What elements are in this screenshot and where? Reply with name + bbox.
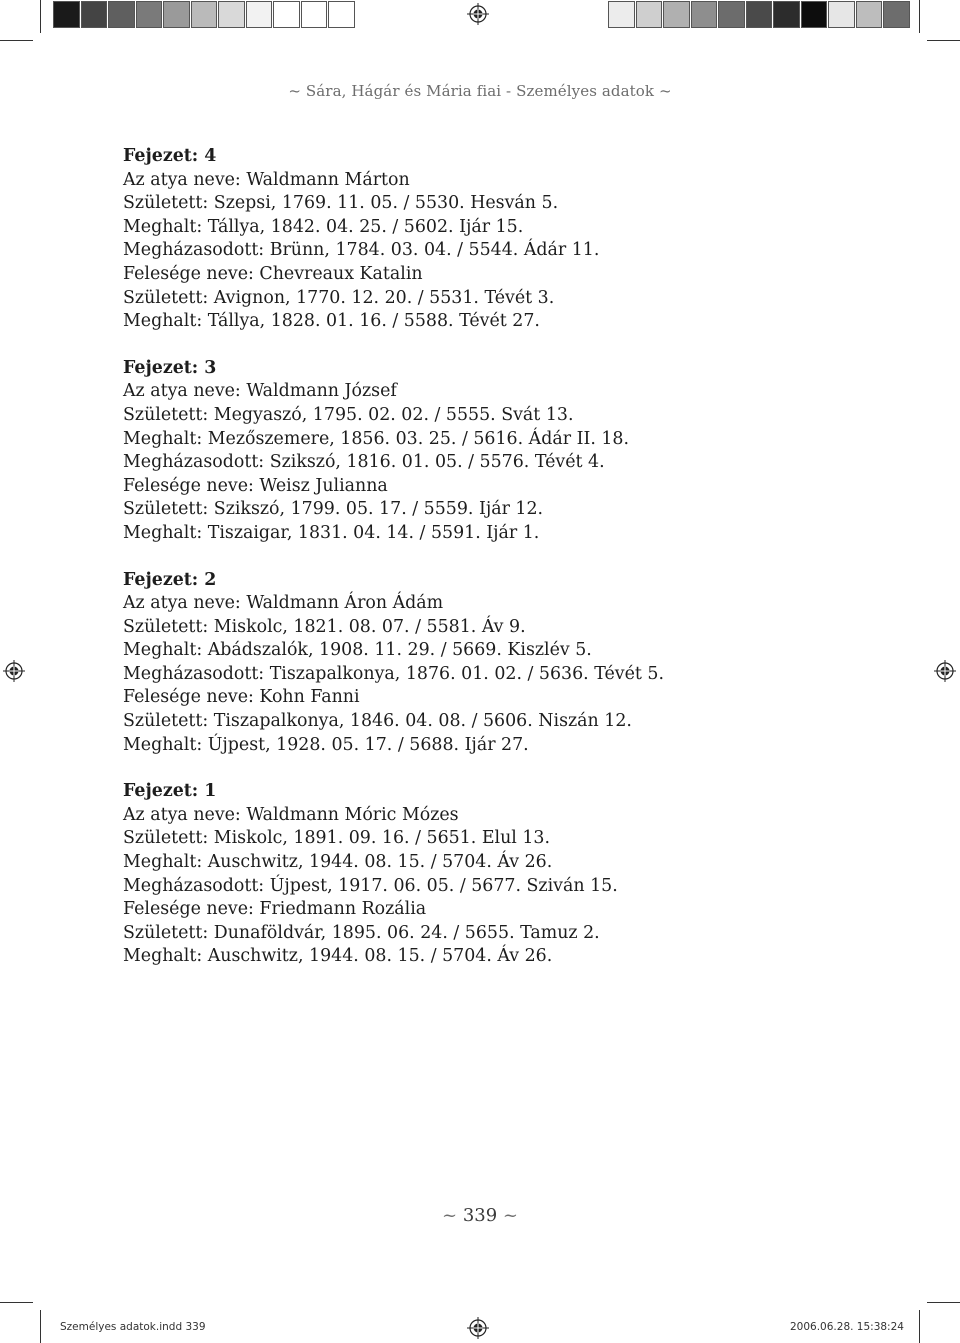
color-swatch [663, 1, 690, 28]
slug-timestamp: 2006.06.28. 15:38:24 [790, 1321, 904, 1333]
record-line: Az atya neve: Waldmann Márton [123, 169, 410, 190]
record-line: Született: Dunaföldvár, 1895. 06. 24. / 5655. Tamuz 2. [123, 922, 600, 943]
page-number-value: 339 [462, 1205, 498, 1226]
registration-mark-right-icon [934, 660, 956, 682]
record-line: Felesége neve: Chevreaux Katalin [123, 263, 423, 284]
color-swatch [163, 1, 190, 28]
record-line: Megházasodott: Újpest, 1917. 06. 05. / 5677. Sziván 15. [123, 875, 618, 896]
running-header [0, 82, 960, 100]
record-line: Meghalt: Tállya, 1842. 04. 25. / 5602. Ijár 15. [123, 216, 524, 237]
chapter-title: Fejezet: 1 [123, 781, 217, 802]
slug-file-info: Személyes adatok.indd 339 [60, 1321, 206, 1333]
record-line: Született: Miskolc, 1891. 09. 16. / 5651. Elul 13. [123, 828, 551, 849]
color-swatch [608, 1, 635, 28]
record-line: Felesége neve: Weisz Julianna [123, 475, 388, 496]
record-line: Meghalt: Mezőszemere, 1856. 03. 25. / 5616. Ádár II. 18. [123, 428, 630, 449]
record-line: Megházasodott: Brünn, 1784. 03. 04. / 5544. Ádár 11. [123, 240, 600, 261]
record-line: Született: Avignon, 1770. 12. 20. / 5531. Tévét 3. [123, 287, 555, 308]
crop-mark-top-right-h [927, 40, 960, 41]
crop-mark-top-left-v [40, 0, 41, 33]
chapter-section [123, 569, 763, 758]
chapter-title: Fejezet: 2 [123, 569, 217, 590]
record-line: Született: Tiszapalkonya, 1846. 04. 08. / 5606. Niszán 12. [123, 711, 632, 732]
record-line: Meghalt: Tiszaigar, 1831. 04. 14. / 5591. Ijár 1. [123, 522, 540, 543]
color-bar-right [608, 1, 911, 28]
record-line: Az atya neve: Waldmann Áron Ádám [123, 593, 444, 614]
color-swatch [136, 1, 163, 28]
record-line: Született: Megyaszó, 1795. 02. 02. / 5555. Svát 13. [123, 404, 574, 425]
color-swatch [828, 1, 855, 28]
color-swatch [273, 1, 300, 28]
color-swatch [108, 1, 135, 28]
page-number [0, 1205, 960, 1226]
chapter-section [123, 145, 763, 334]
color-swatch [81, 1, 108, 28]
record-line: Az atya neve: Waldmann Móric Mózes [123, 804, 459, 825]
color-swatch [801, 1, 828, 28]
chapter-section [123, 357, 763, 546]
crop-mark-bottom-right-h [927, 1302, 960, 1303]
crop-mark-top-right-v [919, 0, 920, 33]
record-line: Született: Szikszó, 1799. 05. 17. / 5559. Ijár 12. [123, 499, 544, 520]
running-header-title: Sára, Hágár és Mária fiai - Személyes adatok [305, 82, 655, 100]
color-swatch [773, 1, 800, 28]
crop-mark-top-left-h [0, 40, 33, 41]
color-swatch [883, 1, 910, 28]
page-swash-right-icon: ~ [502, 1205, 518, 1226]
color-swatch [53, 1, 80, 28]
color-swatch [301, 1, 328, 28]
record-line: Megházasodott: Szikszó, 1816. 01. 05. / 5576. Tévét 4. [123, 452, 605, 473]
page-swash-left-icon: ~ [441, 1205, 458, 1226]
color-swatch [328, 1, 355, 28]
color-swatch [856, 1, 883, 28]
record-line: Felesége neve: Friedmann Rozália [123, 899, 427, 920]
color-swatch [636, 1, 663, 28]
record-line: Az atya neve: Waldmann József [123, 381, 397, 402]
registration-mark-top-icon [467, 3, 489, 25]
color-swatch [191, 1, 218, 28]
color-swatch [218, 1, 245, 28]
record-line: Született: Szepsi, 1769. 11. 05. / 5530. Hesván 5. [123, 193, 559, 214]
chapter-title: Fejezet: 3 [123, 357, 217, 378]
color-swatch [691, 1, 718, 28]
record-line: Felesége neve: Kohn Fanni [123, 687, 360, 708]
color-swatch [246, 1, 273, 28]
swash-right-icon: ~ [658, 82, 672, 100]
record-line: Meghalt: Tállya, 1828. 01. 16. / 5588. Tévét 27. [123, 311, 540, 332]
genealogy-content [123, 145, 763, 992]
color-swatch [718, 1, 745, 28]
chapter-section [123, 780, 763, 969]
record-line: Meghalt: Újpest, 1928. 05. 17. / 5688. Ijár 27. [123, 734, 529, 755]
registration-mark-bottom-icon [467, 1317, 489, 1339]
record-line: Született: Miskolc, 1821. 08. 07. / 5581. Áv 9. [123, 616, 526, 637]
crop-mark-bottom-left-v [40, 1310, 41, 1343]
crop-mark-bottom-left-h [0, 1302, 33, 1303]
record-line: Megházasodott: Tiszapalkonya, 1876. 01. 02. / 5636. Tévét 5. [123, 663, 664, 684]
record-line: Meghalt: Abádszalók, 1908. 11. 29. / 5669. Kiszlév 5. [123, 640, 592, 661]
chapter-title: Fejezet: 4 [123, 146, 217, 166]
record-line: Meghalt: Auschwitz, 1944. 08. 15. / 5704. Áv 26. [123, 946, 553, 967]
color-swatch [746, 1, 773, 28]
swash-left-icon: ~ [288, 82, 302, 100]
record-line: Meghalt: Auschwitz, 1944. 08. 15. / 5704. Áv 26. [123, 852, 553, 873]
registration-mark-left-icon [3, 660, 25, 682]
crop-mark-bottom-right-v [919, 1310, 920, 1343]
color-bar-left [53, 1, 356, 28]
